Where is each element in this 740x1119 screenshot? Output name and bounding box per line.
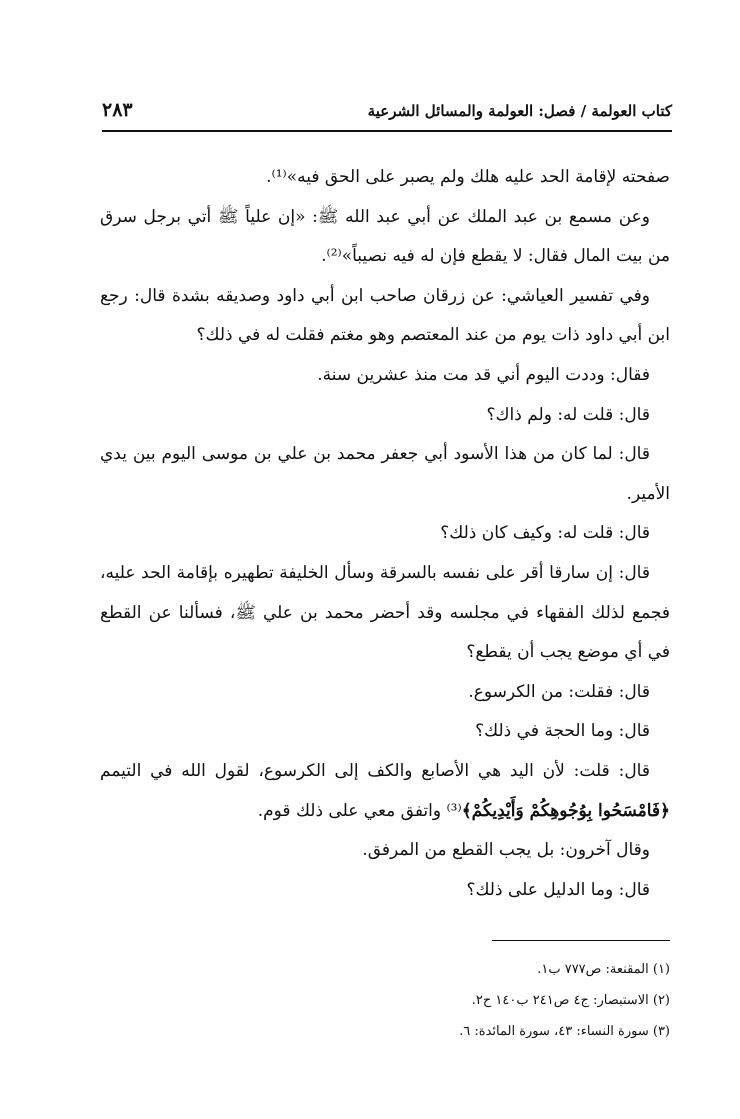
paragraph-text: ⁽³⁾ واتفق معي على ذلك قوم. — [257, 800, 462, 821]
paragraph: وفي تفسير العياشي: عن زرقان صاحب ابن أبي داود وصديقه بشدة قال: رجع ابن أبي داود ذات يوم من عند المعتصم وهو مغتم فقلت له في ذلك؟ — [100, 285, 670, 346]
paragraph: وعن مسمع بن عبد الملك عن أبي عبد الله ﷺ: «إن علياً ﷺ أتي برجل سرق من بيت المال فقال: لا يقطع فإن له فيه نصيباً»⁽²⁾. — [100, 206, 670, 267]
paragraph: فقال: وددت اليوم أني قد مت منذ عشرين سنة. — [317, 364, 650, 385]
page-number: ٢٨٣ — [102, 99, 133, 121]
footnote-divider — [492, 940, 670, 941]
paragraph: قال: قلت له: وكيف كان ذلك؟ — [440, 523, 650, 544]
paragraph: قال: وما الحجة في ذلك؟ — [475, 721, 650, 742]
quran-verse: ﴿فَامْسَحُوا بِوُجُوهِكُمْ وَأَيْدِيكُمْ﴾ — [461, 800, 670, 821]
footnote-2: (٢) الاستبصار: ج٤ ص٢٤١ ب١٤٠ ح٢. — [471, 993, 670, 1008]
paragraph: قال: وما الدليل على ذلك؟ — [466, 879, 650, 900]
paragraph: وقال آخرون: بل يجب القطع من المرفق. — [362, 840, 650, 861]
page-header — [102, 96, 672, 132]
header-divider — [102, 130, 672, 132]
running-title: كتاب العولمة / فصل: العولمة والمسائل الشرعية — [367, 102, 672, 120]
footnotes — [100, 954, 670, 1047]
footnote-3: (٣) سورة النساء: ٤٣، سورة المائدة: ٦. — [459, 1024, 670, 1039]
paragraph: قال: فقلت: من الكرسوع. — [468, 681, 650, 702]
paragraph-text: قال: قلت: لأن اليد هي الأصابع والكف إلى الكرسوع، لقول الله في التيمم — [100, 760, 650, 781]
footnote-1: (١) المقنعة: ص٧٧٧ ب١. — [537, 962, 670, 977]
paragraph: قال: لما كان من هذا الأسود أبي جعفر محمد بن علي بن موسى اليوم بين يدي الأمير. — [100, 444, 670, 504]
paragraph: قال: إن سارقا أقر على نفسه بالسرقة وسأل الخليفة تطهيره بإقامة الحد عليه، فجمع لذلك الفقهاء في مجلسه وقد أحضر محمد بن علي ﷺ، فسألنا عن القطع في أي موضع يجب أن يقطع؟ — [100, 562, 670, 663]
main-text — [100, 158, 670, 910]
paragraph: قال: قلت له: ولم ذاك؟ — [486, 404, 650, 425]
paragraph-with-quran-verse — [100, 752, 670, 831]
paragraph: صفحته لإقامة الحد عليه هلك ولم يصبر على الحق فيه»⁽¹⁾. — [266, 167, 670, 187]
